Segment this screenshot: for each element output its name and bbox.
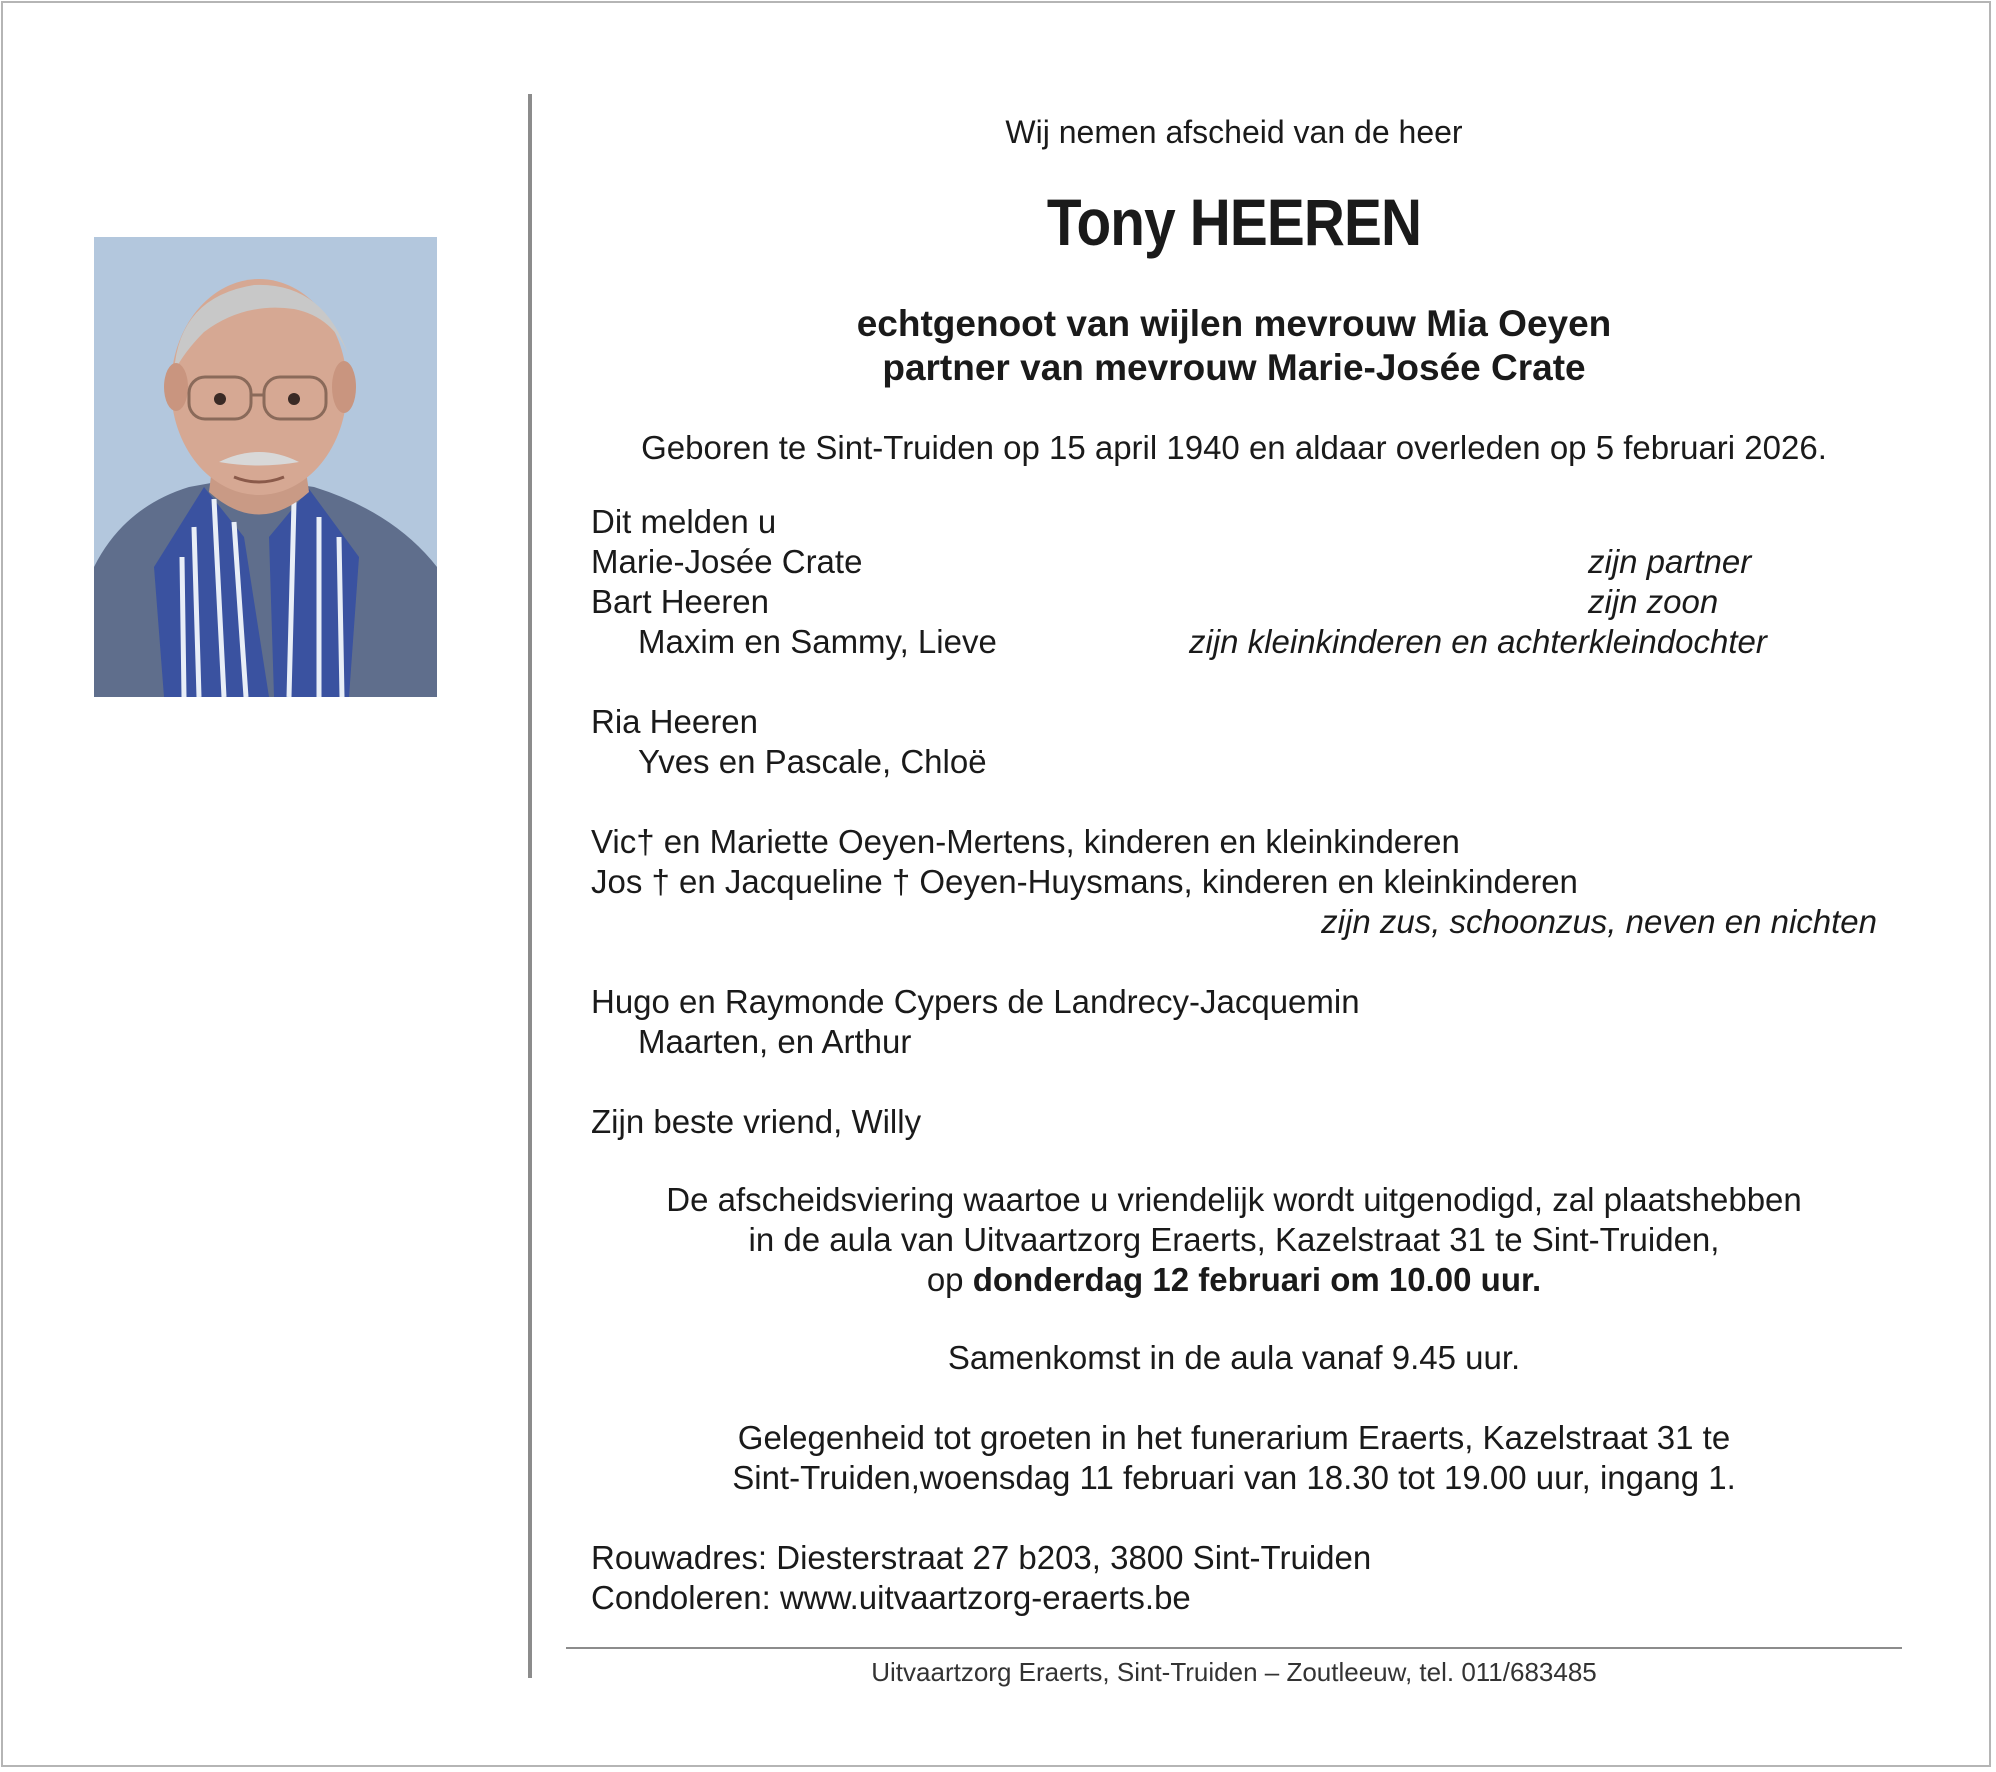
greeting-line: Gelegenheid tot groeten in het funerarium Eraerts, Kazelstraat 31 te — [737, 1419, 1731, 1456]
family-name: Vic† en Mariette Oeyen-Mertens, kinderen en kleinkinderen — [591, 823, 1460, 860]
family-name: Bart Heeren — [591, 583, 769, 620]
greeting-info — [566, 1418, 1902, 1498]
portrait-photo — [94, 237, 437, 697]
deceased-name: Tony HEEREN — [1046, 185, 1422, 259]
ceremony-prefix: op — [926, 1261, 973, 1298]
family-name: Maxim en Sammy, Lieve — [638, 623, 997, 660]
family-name: Maarten, en Arthur — [638, 1023, 912, 1060]
family-relation: zijn partner — [1588, 543, 1752, 580]
family-name: Jos † en Jacqueline † Oeyen-Huysmans, kinderen en kleinkinderen — [591, 863, 1578, 900]
family-name: Yves en Pascale, Chloë — [638, 743, 987, 780]
spouse-line: echtgenoot van wijlen mevrouw Mia Oeyen — [856, 303, 1612, 344]
spouse-lines — [566, 302, 1902, 390]
meeting-info: Samenkomst in de aula vanaf 9.45 uur. — [947, 1339, 1521, 1376]
mourning-address: Rouwadres: Diesterstraat 27 b203, 3800 Sint-Truiden — [591, 1539, 1372, 1576]
ceremony-line: De afscheidsviering waartoe u vriendelijk wordt uitgenodigd, zal plaatshebben — [666, 1181, 1802, 1218]
family-relation: zijn zoon — [1588, 583, 1719, 620]
family-relation: zijn zus, schoonzus, neven en nichten — [1321, 903, 1877, 940]
footer-divider — [566, 1647, 1902, 1649]
intro-text: Wij nemen afscheid van de heer — [1005, 114, 1463, 150]
announcement-header: Dit melden u — [591, 503, 777, 540]
friend-line: Zijn beste vriend, Willy — [591, 1103, 922, 1140]
birth-death-line: Geboren te Sint-Truiden op 15 april 1940 en aldaar overleden op 5 februari 2026. — [641, 429, 1827, 466]
greeting-line: Sint-Truiden,woensdag 11 februari van 18.30 tot 19.00 uur, ingang 1. — [732, 1459, 1736, 1496]
family-name: Marie-Josée Crate — [591, 543, 863, 580]
vertical-divider — [528, 94, 532, 1678]
condolence-link[interactable]: Condoleren: www.uitvaartzorg-eraerts.be — [591, 1579, 1191, 1616]
family-relation: zijn kleinkinderen en achterkleindochter — [1189, 623, 1767, 660]
family-name: Ria Heeren — [591, 703, 758, 740]
family-name: Hugo en Raymonde Cypers de Landrecy-Jacquemin — [591, 983, 1360, 1020]
funeral-home-footer: Uitvaartzorg Eraerts, Sint-Truiden – Zoutleeuw, tel. 011/683485 — [871, 1657, 1597, 1687]
ceremony-info — [566, 1180, 1902, 1300]
ceremony-date: donderdag 12 februari om 10.00 uur. — [972, 1261, 1542, 1298]
partner-line: partner van mevrouw Marie-Josée Crate — [882, 347, 1586, 388]
ceremony-line: in de aula van Uitvaartzorg Eraerts, Kazelstraat 31 te Sint-Truiden, — [748, 1221, 1720, 1258]
ceremony-date-line — [566, 1260, 1902, 1300]
